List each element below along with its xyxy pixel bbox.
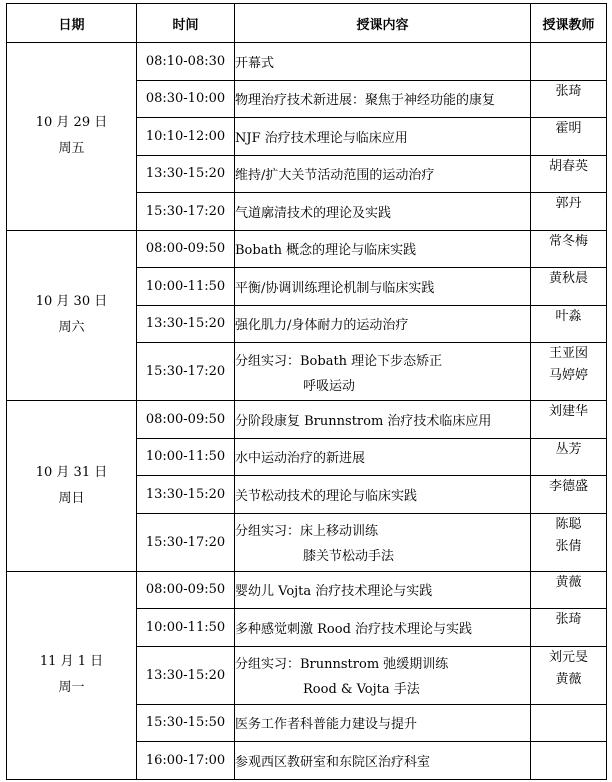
session-content-line: 医务工作者科普能力建设与提升 — [235, 717, 418, 733]
session-teacher — [531, 704, 607, 742]
session-content-line: NJF 治疗技术理论与临床应用 — [235, 130, 408, 146]
teacher-name: 常冬梅 — [548, 233, 588, 249]
session-content — [235, 193, 531, 231]
teacher-name: 刘建华 — [548, 404, 588, 419]
session-time: 13:30-15:20 — [137, 305, 235, 343]
session-content-line: 参观西区教研室和东院区治疗科室 — [235, 754, 431, 770]
session-content-line: 维持/扩大关节活动范围的运动治疗 — [235, 168, 435, 184]
session-content — [235, 401, 531, 439]
day-date: 10 月 30 日 — [35, 294, 108, 310]
session-content-line: 分阶段康复 Brunnstrom 治疗技术临床应用 — [235, 413, 492, 429]
session-content-line: 气道廓清技术的理论及实践 — [235, 205, 392, 221]
day-cell — [7, 401, 137, 572]
schedule-table — [6, 3, 607, 780]
session-time: 13:30-15:20 — [137, 476, 235, 514]
session-teacher — [531, 476, 607, 514]
session-content — [235, 646, 531, 704]
session-content-line: 开幕式 — [235, 55, 275, 71]
session-content — [235, 742, 531, 780]
session-teacher — [531, 513, 607, 571]
session-content-line: 分组实习：Brunnstrom 弛缓期训练 — [235, 657, 449, 672]
session-content — [235, 704, 531, 742]
session-teacher — [531, 230, 607, 268]
session-teacher — [531, 742, 607, 780]
teacher-name: 张倩 — [555, 538, 582, 554]
schedule-row — [7, 571, 607, 609]
session-time: 10:10-12:00 — [137, 118, 235, 156]
day-weekday: 周日 — [58, 490, 85, 506]
teacher-name: 霍明 — [555, 121, 582, 136]
session-content — [235, 43, 531, 81]
day-date: 10 月 31 日 — [35, 464, 108, 480]
session-content — [235, 230, 531, 268]
session-content — [235, 476, 531, 514]
day-weekday: 周一 — [58, 680, 85, 695]
teacher-name: 黄秋晨 — [548, 271, 588, 286]
session-teacher — [531, 193, 607, 231]
header-row — [7, 4, 607, 43]
session-content-line: Bobath 概念的理论与临床实践 — [235, 243, 417, 259]
schedule-row — [7, 43, 607, 81]
schedule-row — [7, 401, 607, 439]
day-date: 11 月 1 日 — [39, 654, 104, 669]
session-teacher — [531, 268, 607, 306]
day-cell — [7, 230, 137, 401]
session-teacher — [531, 118, 607, 156]
session-content-line: 膝关节松动手法 — [303, 549, 395, 564]
session-content-line: 婴幼儿 Vojta 治疗技术理论与实践 — [235, 584, 433, 600]
session-time: 15:30-17:20 — [137, 193, 235, 231]
day-cell — [7, 571, 137, 779]
teacher-name: 马婷婷 — [548, 368, 588, 383]
session-time: 08:00-09:50 — [137, 571, 235, 609]
session-time: 15:30-17:20 — [137, 343, 235, 401]
session-time: 16:00-17:00 — [137, 742, 235, 780]
session-time: 08:00-09:50 — [137, 230, 235, 268]
header-time: 时间 — [137, 4, 235, 43]
session-teacher — [531, 155, 607, 193]
session-teacher — [531, 80, 607, 118]
teacher-name: 张琦 — [555, 612, 582, 627]
session-content — [235, 305, 531, 343]
session-time: 08:00-09:50 — [137, 401, 235, 439]
session-teacher — [531, 305, 607, 343]
session-content-line: 分组实习：Bobath 理论下步态矫正 — [235, 353, 443, 369]
schedule-row — [7, 230, 607, 268]
session-time: 13:30-15:20 — [137, 646, 235, 704]
session-teacher — [531, 646, 607, 704]
teacher-name: 张琦 — [555, 83, 582, 99]
teacher-name: 李德盛 — [548, 479, 588, 494]
day-date: 10 月 29 日 — [35, 115, 108, 131]
session-teacher — [531, 609, 607, 647]
session-teacher — [531, 438, 607, 476]
teacher-name: 郭丹 — [555, 196, 582, 211]
session-content-line: 物理治疗技术新进展：聚焦于神经功能的康复 — [235, 93, 496, 109]
session-time: 10:00-11:50 — [137, 609, 235, 647]
session-content — [235, 118, 531, 156]
teacher-name: 黄薇 — [555, 574, 582, 590]
session-content-line: 平衡/协调训练理论机制与临床实践 — [235, 280, 435, 296]
session-teacher — [531, 571, 607, 609]
session-content-line: 分组实习：床上移动训练 — [235, 524, 379, 539]
day-weekday: 周六 — [58, 320, 85, 336]
session-content-line: 多种感觉刺激 Rood 治疗技术理论与实践 — [235, 621, 473, 637]
session-content — [235, 609, 531, 647]
day-weekday: 周五 — [58, 141, 85, 157]
session-teacher — [531, 401, 607, 439]
session-content — [235, 438, 531, 476]
session-time: 15:30-17:20 — [137, 513, 235, 571]
teacher-name: 刘元旻 — [548, 649, 588, 665]
session-time: 10:00-11:50 — [137, 438, 235, 476]
session-time: 08:30-10:00 — [137, 80, 235, 118]
session-content — [235, 155, 531, 193]
header-teacher: 授课教师 — [531, 4, 607, 43]
teacher-name: 黄薇 — [555, 671, 582, 687]
session-time: 13:30-15:20 — [137, 155, 235, 193]
session-content — [235, 80, 531, 118]
session-time: 08:10-08:30 — [137, 43, 235, 81]
session-time: 10:00-11:50 — [137, 268, 235, 306]
header-date: 日期 — [7, 4, 137, 43]
teacher-name: 陈聪 — [555, 516, 582, 532]
session-teacher — [531, 43, 607, 81]
session-content — [235, 513, 531, 571]
teacher-name: 叶淼 — [555, 308, 582, 324]
session-time: 15:30-15:50 — [137, 704, 235, 742]
schedule-body — [7, 43, 607, 780]
session-content — [235, 268, 531, 306]
session-content — [235, 571, 531, 609]
teacher-name: 丛芳 — [555, 441, 582, 457]
session-content-line: 关节松动技术的理论与临床实践 — [235, 488, 418, 504]
header-content: 授课内容 — [235, 4, 531, 43]
session-teacher — [531, 343, 607, 401]
session-content — [235, 343, 531, 401]
session-content-line: 水中运动治疗的新进展 — [235, 451, 366, 467]
session-content-line: 呼吸运动 — [303, 378, 356, 394]
session-content-line: Rood & Vojta 手法 — [303, 682, 420, 697]
teacher-name: 胡春英 — [548, 158, 588, 174]
day-cell — [7, 43, 137, 231]
session-content-line: 强化肌力/身体耐力的运动治疗 — [235, 318, 409, 334]
teacher-name: 王亚囡 — [548, 346, 588, 361]
